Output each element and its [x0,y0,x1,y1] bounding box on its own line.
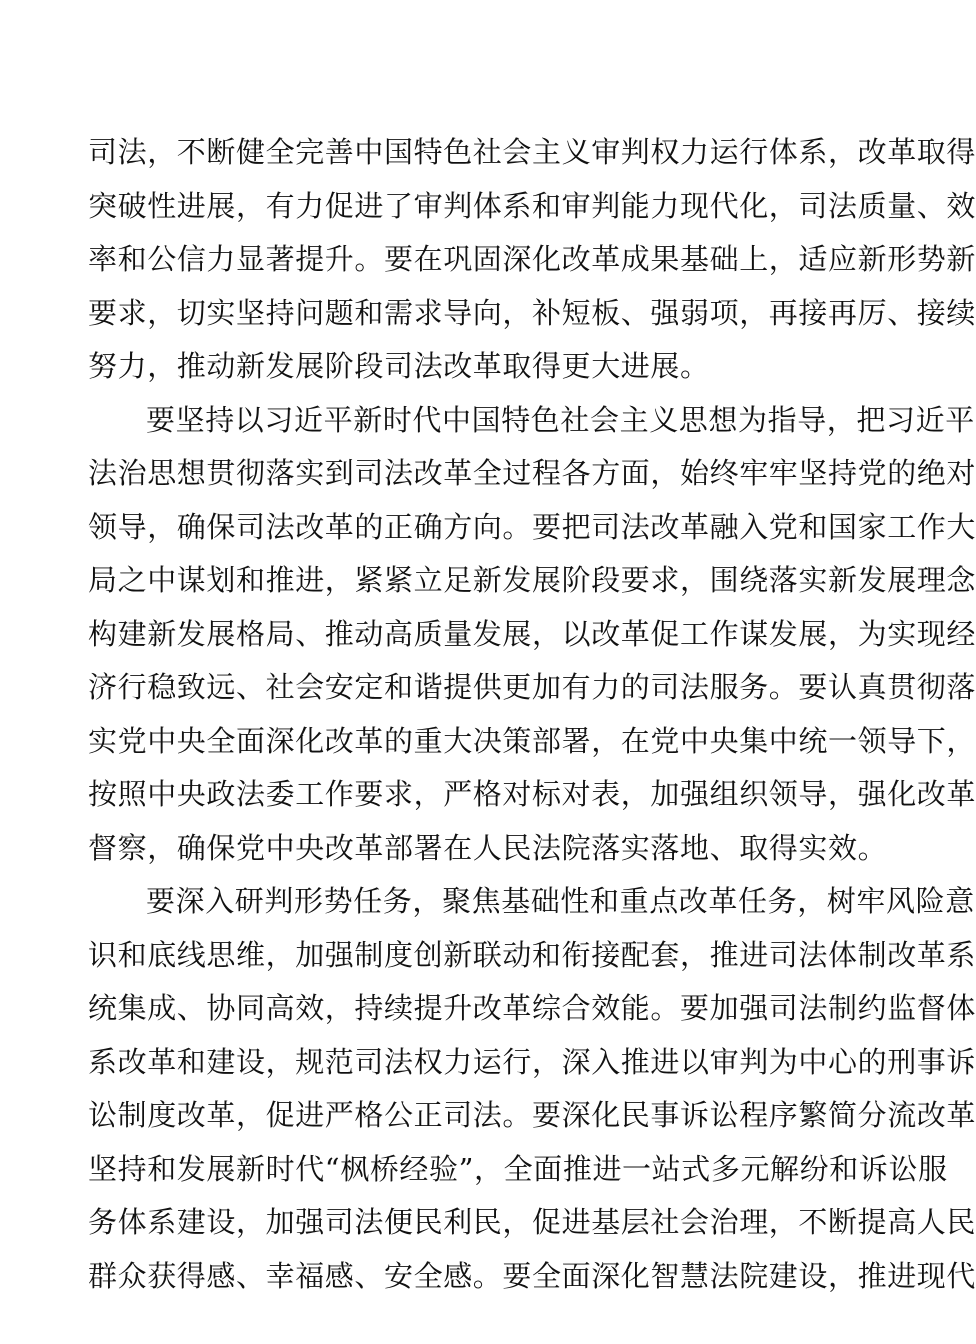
text-line: 坚持和发展新时代“枫桥经验”，全面推进一站式多元解纷和诉讼服 [88,1151,948,1186]
text-line: 率和公信力显著提升。要在巩固深化改革成果基础上，适应新形势新 [88,242,976,276]
text-line: 领导，确保司法改革的正确方向。要把司法改革融入党和国家工作大 [88,509,976,544]
text-line: 构建新发展格局、推动高质量发展，以改革促工作谋发展，为实现经 [88,616,976,651]
document-body [88,126,976,1303]
text-line: 实党中央全面深化改革的重大决策部署，在党中央集中统一领导下， [88,723,976,758]
paragraph-first-line: 要坚持以习近平新时代中国特色社会主义思想为指导，把习近平 [146,402,975,437]
text-line: 济行稳致远、社会安定和谐提供更加有力的司法服务。要认真贯彻落 [88,670,976,704]
text-line: 务体系建设，加强司法便民利民，促进基层社会治理，不断提高人民 [88,1205,976,1239]
text-line: 努力，推动新发展阶段司法改革取得更大进展。 [88,349,710,383]
text-line: 群众获得感、幸福感、安全感。要全面深化智慧法院建设，推进现代 [88,1258,976,1293]
text-line: 突破性进展，有力促进了审判体系和审判能力现代化，司法质量、效 [88,188,976,223]
text-line: 讼制度改革，促进严格公正司法。要深化民事诉讼程序繁简分流改革 [88,1098,976,1132]
text-line: 统集成、协同高效，持续提升改革综合效能。要加强司法制约监督体 [88,991,976,1025]
text-line: 识和底线思维，加强制度创新联动和衔接配套，推进司法体制改革系 [88,937,976,972]
text-line: 法治思想贯彻落实到司法改革全过程各方面，始终牢牢坚持党的绝对 [88,456,976,490]
text-line: 司法，不断健全完善中国特色社会主义审判权力运行体系，改革取得 [88,135,976,169]
text-line: 按照中央政法委工作要求，严格对标对表，加强组织领导，强化改革 [88,777,976,811]
text-line: 系改革和建设，规范司法权力运行，深入推进以审判为中心的刑事诉 [88,1044,976,1079]
text-line: 督察，确保党中央改革部署在人民法院落实落地、取得实效。 [88,830,888,865]
text-line: 局之中谋划和推进，紧紧立足新发展阶段要求，围绕落实新发展理念 [88,563,976,597]
text-line: 要求，切实坚持问题和需求导向，补短板、强弱项，再接再厉、接续 [88,295,976,330]
paragraph-first-line: 要深入研判形势任务，聚焦基础性和重点改革任务，树牢风险意 [146,884,975,918]
